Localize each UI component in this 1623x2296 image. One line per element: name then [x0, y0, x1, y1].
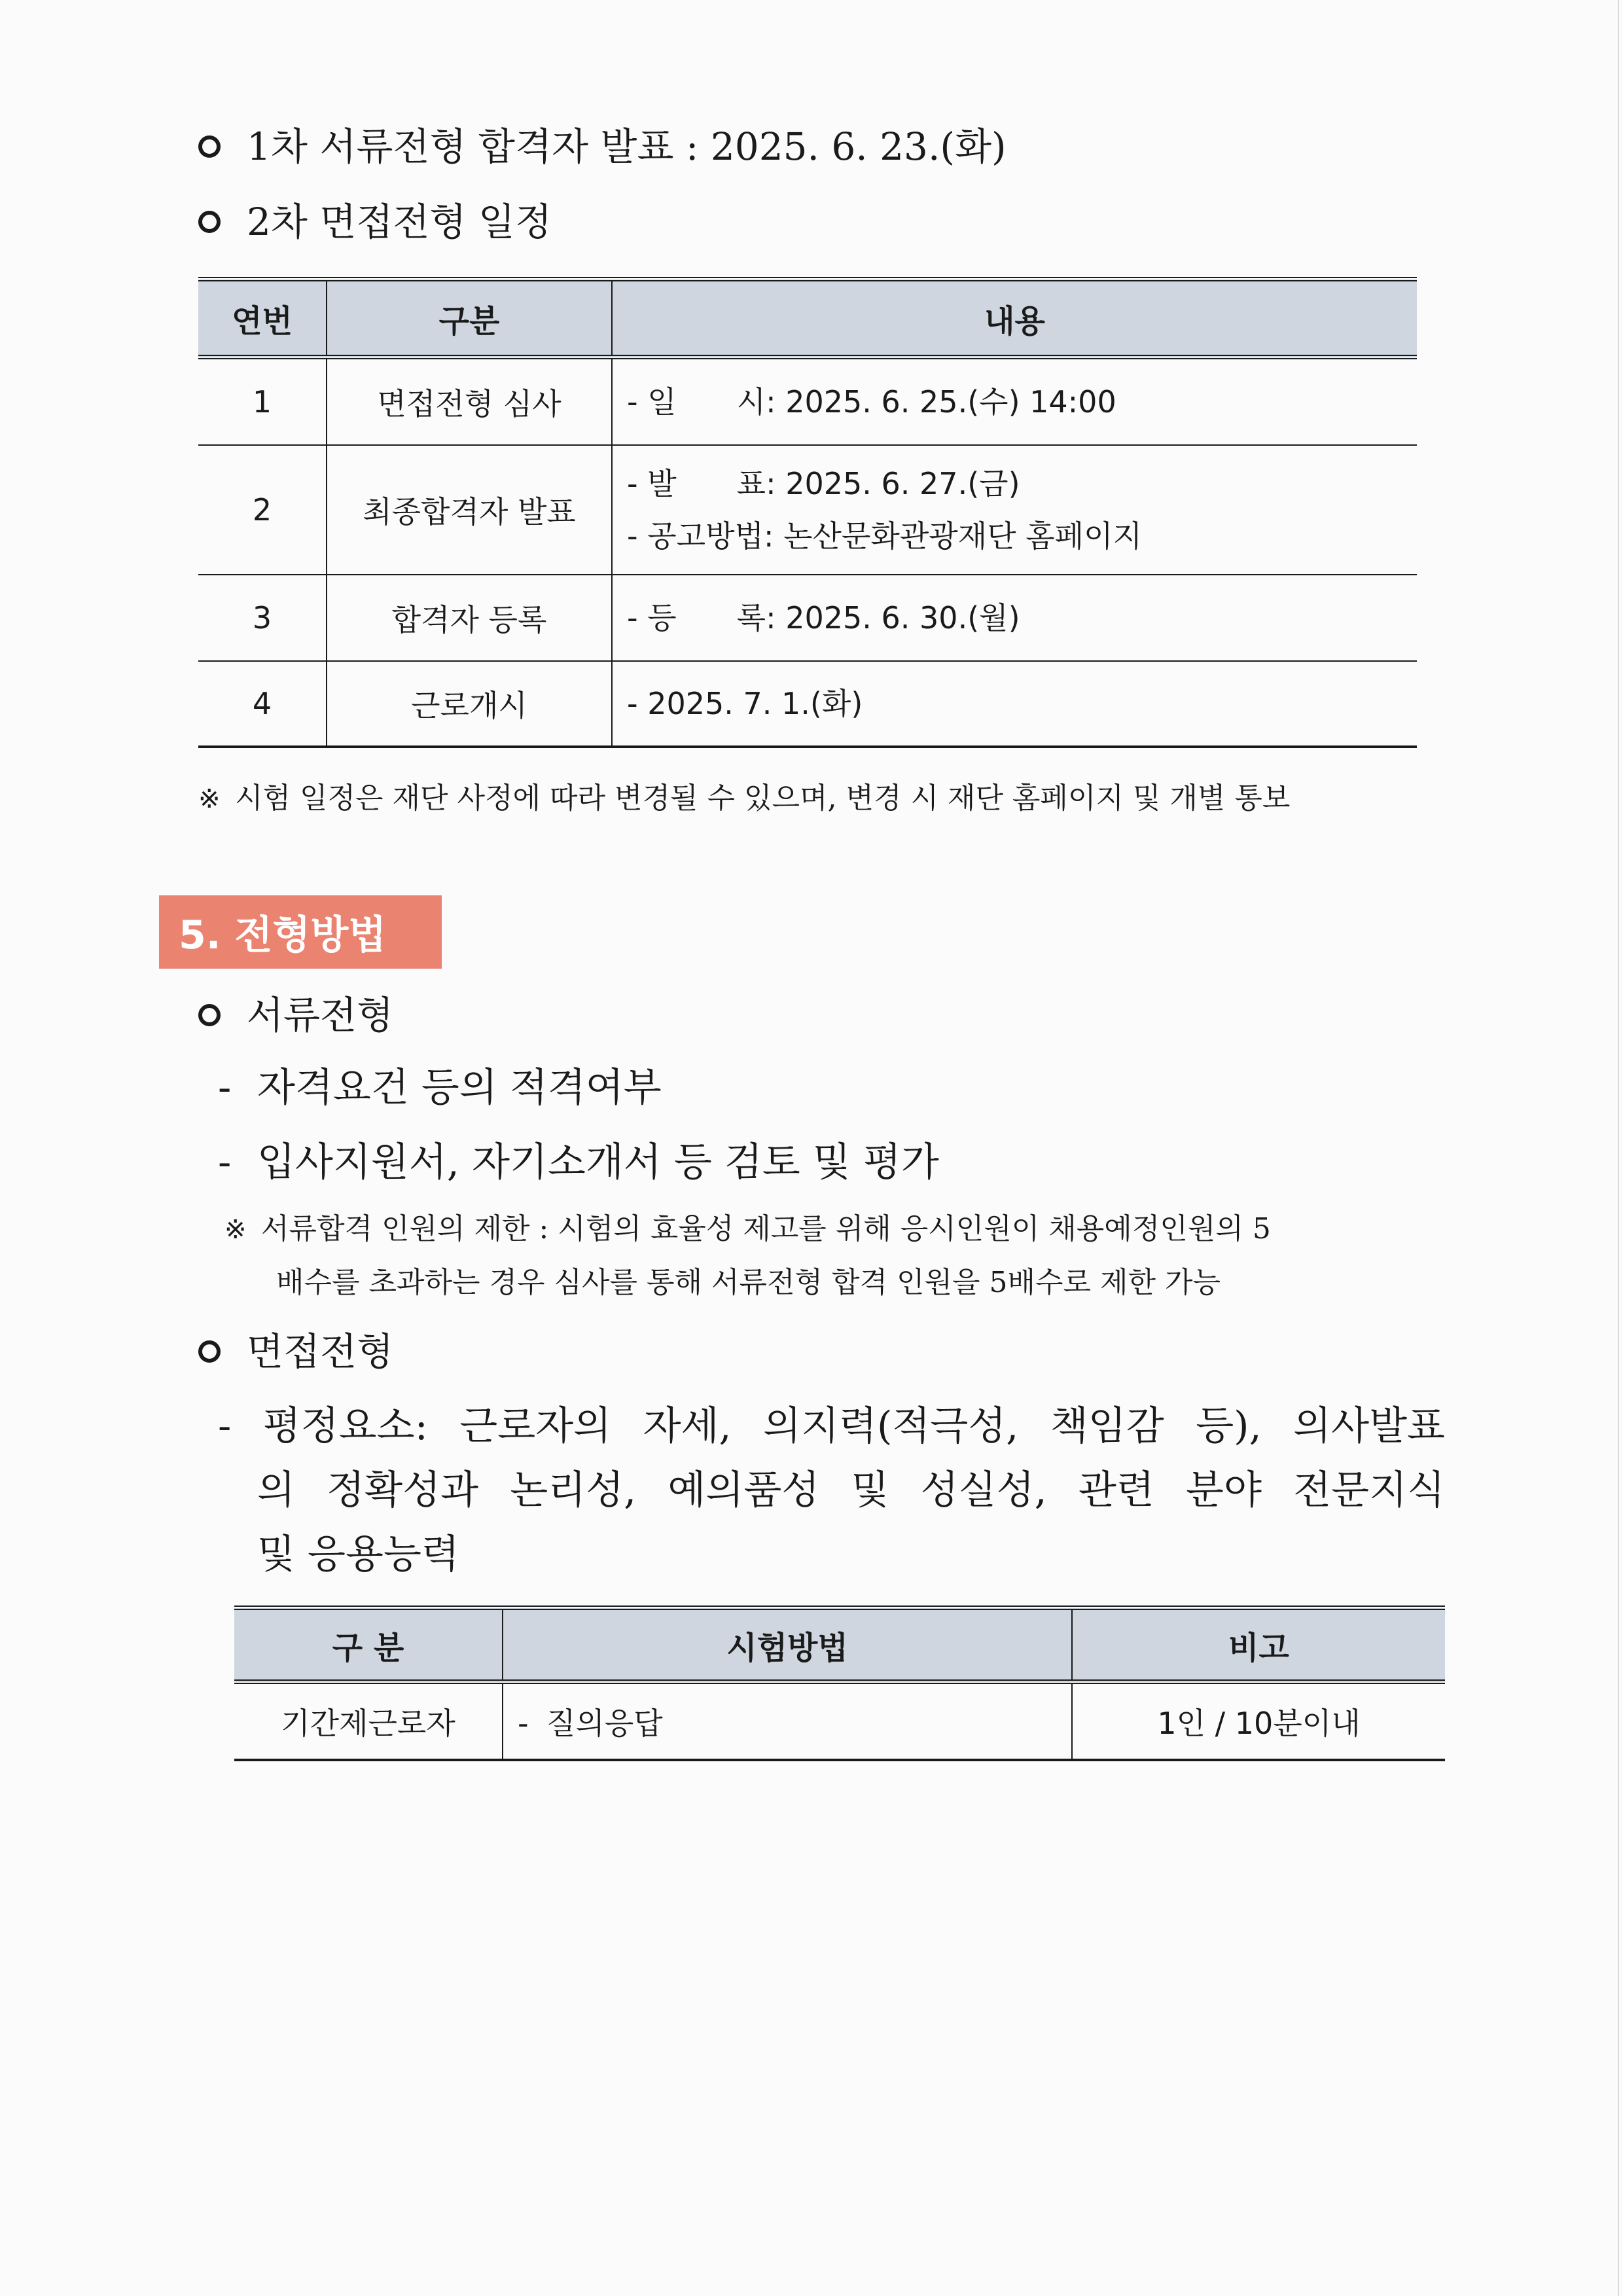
- table-row: [198, 661, 1417, 747]
- schedule-note-text: 시험 일정은 재단 사정에 따라 변경될 수 있으며, 변경 시 재단 홈페이지 및 개별 통보: [235, 781, 1291, 815]
- circle-bullet: [198, 211, 221, 233]
- content-line: - 등 록: 2025. 6. 30.(월): [627, 600, 1020, 636]
- interview-schedule-text: 2차 면접전형 일정: [247, 200, 552, 244]
- document-screening-note-line2: [276, 1268, 1221, 1297]
- interview-title: [198, 1329, 394, 1374]
- row-category: 근로개시: [327, 661, 612, 747]
- scan-edge: [1618, 0, 1619, 2296]
- header-category: 구분: [327, 279, 612, 357]
- content-line: - 일 시: 2025. 6. 25.(수) 14:00: [627, 384, 1116, 420]
- section-header: [159, 895, 442, 969]
- header-no: 연번: [198, 279, 327, 357]
- reference-mark-icon: ※: [198, 784, 221, 814]
- schedule-table-header: [198, 279, 1417, 357]
- interview-text: 면접전형: [247, 1329, 394, 1374]
- method-table-header: [234, 1608, 1445, 1682]
- content-line: - 공고방법: 논산문화관광재단 홈페이지: [627, 518, 1142, 554]
- document-screening-title: [198, 993, 394, 1037]
- dash-mark: -: [518, 1706, 529, 1741]
- dash-mark: -: [218, 1065, 232, 1111]
- method-table: [234, 1605, 1445, 1761]
- first-result-line: [198, 124, 1007, 169]
- first-result-text: 1차 서류전형 합격자 발표 : 2025. 6. 23.(화): [247, 124, 1007, 169]
- document-screening-item: [218, 1139, 939, 1185]
- item-text: 입사지원서, 자기소개서 등 검토 및 평가: [257, 1139, 939, 1185]
- item-text: 자격요건 등의 적격여부: [257, 1065, 662, 1111]
- header-note: 비고: [1072, 1608, 1445, 1682]
- row-category: 면접전형 심사: [327, 357, 612, 446]
- row-no: 1: [198, 357, 327, 446]
- row-category: 최종합격자 발표: [327, 445, 612, 575]
- section-title: 5. 전형방법: [179, 912, 387, 958]
- row-category: 합격자 등록: [327, 575, 612, 661]
- content-line: - 2025. 7. 1.(화): [627, 686, 863, 721]
- document-screening-text: 서류전형: [247, 993, 394, 1037]
- row-no: 4: [198, 661, 327, 747]
- row-content: [612, 575, 1417, 661]
- header-content: 내용: [612, 279, 1417, 357]
- table-row: [198, 445, 1417, 575]
- circle-bullet: [198, 1340, 221, 1363]
- circle-bullet: [198, 1004, 221, 1026]
- interview-criteria-line1: - 평정요소: 근로자의 자세, 의지력(적극성, 책임감 등), 의사발표: [218, 1403, 1445, 1449]
- row-no: 3: [198, 575, 327, 661]
- dash-mark: -: [218, 1139, 232, 1185]
- schedule-table: [198, 277, 1417, 748]
- interview-criteria-line3: 및 응용능력: [257, 1532, 459, 1577]
- note-text-line1: 서류합격 인원의 제한 : 시험의 효율성 제고를 위해 응시인원이 채용예정인원의 5: [261, 1212, 1271, 1246]
- row-content: [612, 357, 1417, 446]
- row-no: 2: [198, 445, 327, 575]
- row-note: 1인 / 10분이내: [1072, 1682, 1445, 1761]
- header-method: 시험방법: [503, 1608, 1072, 1682]
- interview-schedule-title: [198, 200, 552, 244]
- table-row: [198, 575, 1417, 661]
- method-text: 질의응답: [546, 1706, 663, 1741]
- document-screening-note: [224, 1212, 1271, 1246]
- note-text-line2: 배수를 초과하는 경우 심사를 통해 서류전형 합격 인원을 5배수로 제한 가능: [276, 1266, 1221, 1299]
- document-screening-item: [218, 1065, 662, 1111]
- row-method: [503, 1682, 1072, 1761]
- table-row: [198, 357, 1417, 446]
- schedule-note: [198, 781, 1291, 815]
- content-line: - 발 표: 2025. 6. 27.(금): [627, 466, 1020, 501]
- reference-mark-icon: ※: [224, 1215, 247, 1245]
- circle-bullet: [198, 135, 221, 158]
- header-category: 구 분: [234, 1608, 503, 1682]
- row-content: [612, 661, 1417, 747]
- row-category: 기간제근로자: [234, 1682, 503, 1761]
- table-row: [234, 1682, 1445, 1761]
- interview-criteria-line2: 의 정확성과 논리성, 예의품성 및 성실성, 관련 분야 전문지식: [257, 1467, 1445, 1513]
- row-content: [612, 445, 1417, 575]
